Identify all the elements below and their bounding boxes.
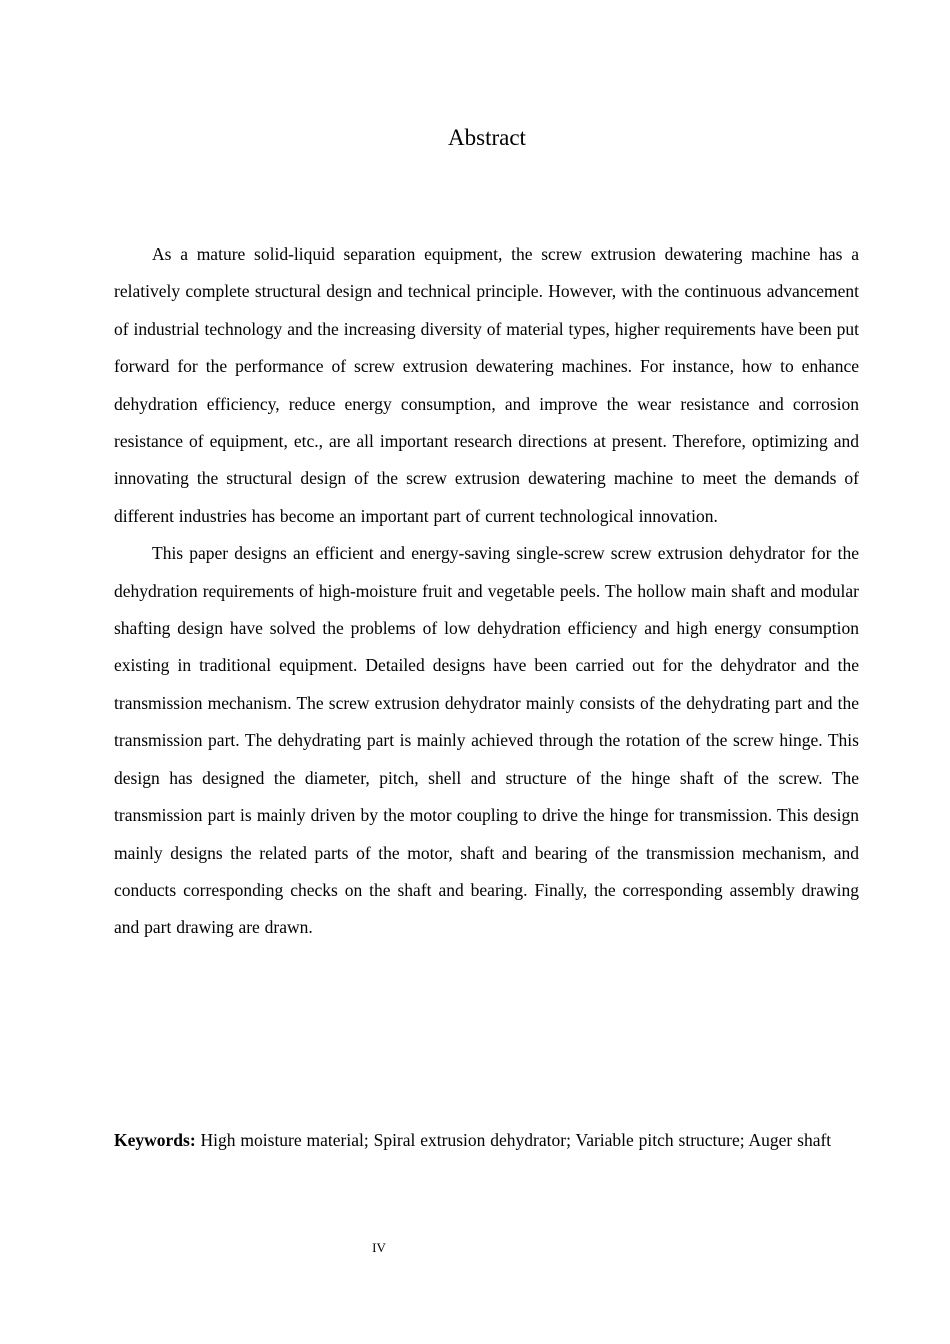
keywords-label: Keywords: bbox=[114, 1130, 196, 1150]
keywords-text: High moisture material; Spiral extrusion dehydrator; Variable pitch structure; Auger shaft bbox=[200, 1130, 832, 1150]
abstract-paragraph-2: This paper designs an efficient and energy-saving single-screw screw extrusion dehydrator for the dehydration requirements of high-moisture fruit and vegetable peels. The hollow main shaft and modular shafting design have solved the problems of low dehydration efficiency and high energy consumption existing in traditional equipment. Detailed designs have been carried out for the dehydrator and the transmission mechanism. The screw extrusion dehydrator mainly consists of the dehydrating part and the transmission part. The dehydrating part is mainly achieved through the rotation of the screw hinge. This design has designed the diameter, pitch, shell and structure of the hinge shaft of the screw. The transmission part is mainly driven by the motor coupling to drive the hinge for transmission. This design mainly designs the related parts of the motor, shaft and bearing of the transmission mechanism, and conducts corresponding checks on the shaft and bearing. Finally, the corresponding assembly drawing and part drawing are drawn. bbox=[114, 543, 859, 938]
page-title: Abstract bbox=[448, 125, 526, 150]
page-number: IV bbox=[372, 1240, 386, 1255]
abstract-paragraph-1: As a mature solid-liquid separation equipment, the screw extrusion dewatering machine has a relatively complete structural design and technical principle. However, with the continuous advancement of industrial technology and the increasing diversity of material types, higher requirements have been put forward for the performance of screw extrusion dewatering machines. For instance, how to enhance dehydration efficiency, reduce energy consumption, and improve the wear resistance and corrosion resistance of equipment, etc., are all important research directions at present. Therefore, optimizing and innovating the structural design of the screw extrusion dewatering machine to meet the demands of different industries has become an important part of current technological innovation. bbox=[114, 244, 859, 526]
keywords-line bbox=[114, 1122, 859, 1159]
abstract-body bbox=[114, 236, 859, 947]
